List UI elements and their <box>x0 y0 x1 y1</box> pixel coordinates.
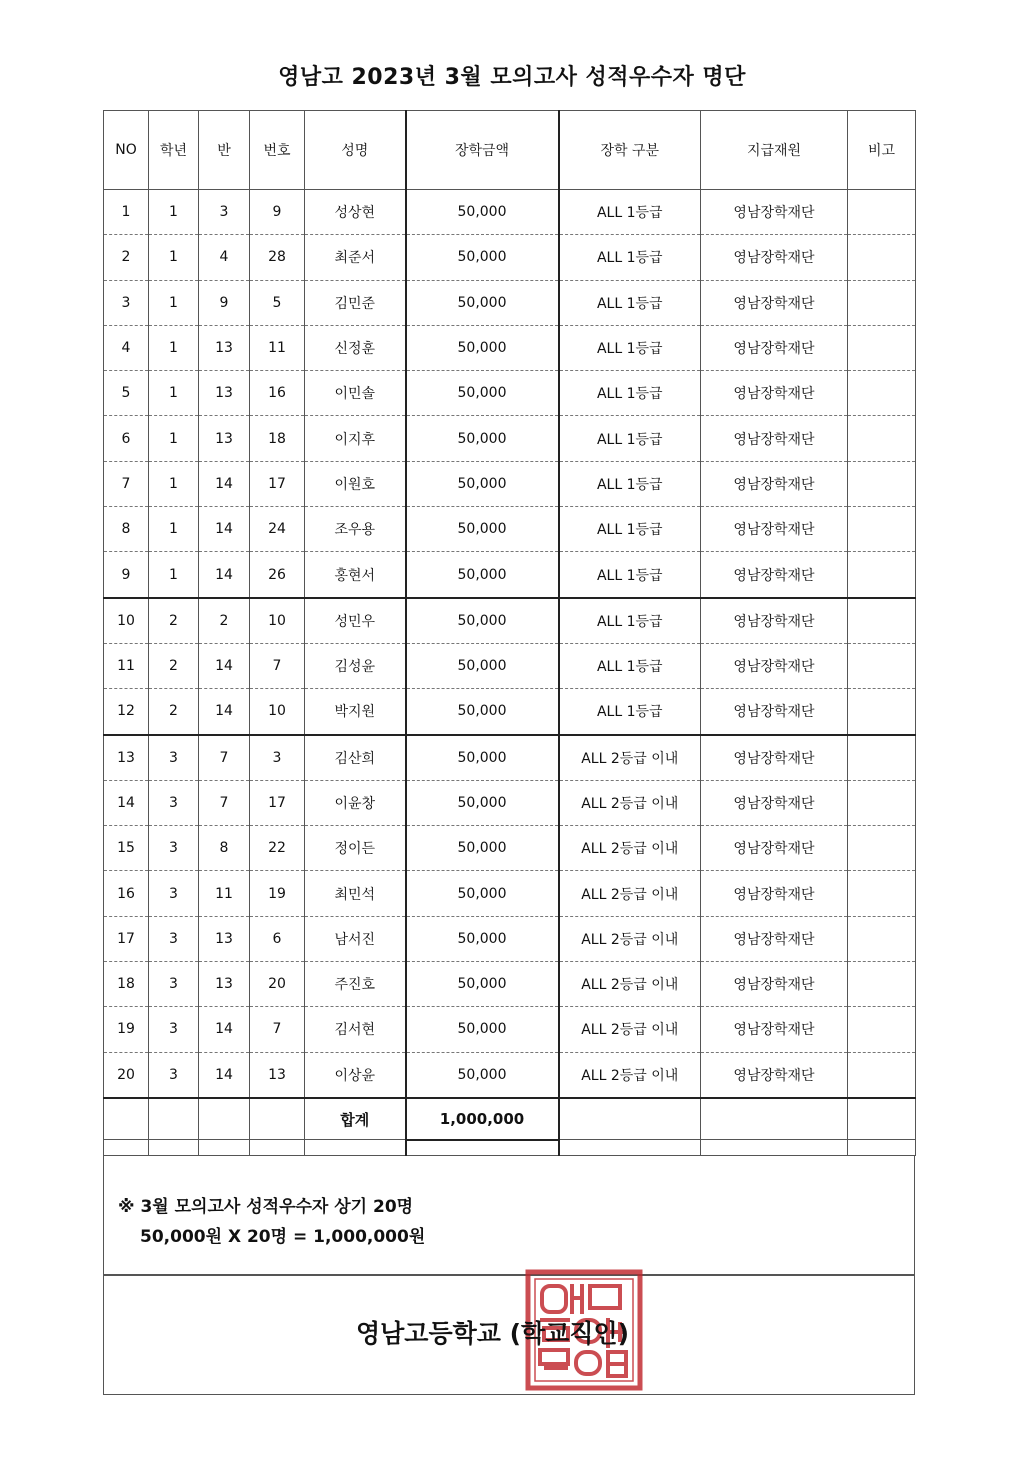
cell-remarks <box>848 325 916 370</box>
header-class: 반 <box>199 111 250 190</box>
cell-funding-source: 영남장학재단 <box>701 826 848 871</box>
cell-number: 3 <box>250 735 305 781</box>
cell-name: 정이든 <box>305 826 406 871</box>
summary-note-box <box>103 1156 915 1275</box>
header-no: NO <box>104 111 149 190</box>
cell-class: 7 <box>199 735 250 781</box>
cell-name: 주진호 <box>305 962 406 1007</box>
cell-name: 이상윤 <box>305 1052 406 1098</box>
cell-category: ALL 1등급 <box>559 643 701 688</box>
cell-amount: 50,000 <box>406 871 559 916</box>
cell-category: ALL 1등급 <box>559 507 701 552</box>
cell-remarks <box>848 280 916 325</box>
cell-grade: 3 <box>149 1007 199 1052</box>
cell-category: ALL 2등급 이내 <box>559 780 701 825</box>
cell-remarks <box>848 826 916 871</box>
total-empty-cell <box>701 1098 848 1140</box>
cell-funding-source: 영남장학재단 <box>701 190 848 235</box>
cell-amount: 50,000 <box>406 235 559 280</box>
cell-amount: 50,000 <box>406 780 559 825</box>
cell-number: 17 <box>250 780 305 825</box>
total-empty-cell <box>250 1098 305 1140</box>
cell-category: ALL 2등급 이내 <box>559 1007 701 1052</box>
cell-funding-source: 영남장학재단 <box>701 371 848 416</box>
cell-funding-source: 영남장학재단 <box>701 1052 848 1098</box>
table-row <box>104 552 916 598</box>
cell-class: 13 <box>199 416 250 461</box>
cell-grade: 3 <box>149 916 199 961</box>
cell-funding-source: 영남장학재단 <box>701 598 848 644</box>
cell-no: 18 <box>104 962 149 1007</box>
cell-remarks <box>848 916 916 961</box>
table-row <box>104 871 916 916</box>
cell-grade: 3 <box>149 780 199 825</box>
cell-number: 10 <box>250 598 305 644</box>
cell-name: 박지원 <box>305 689 406 735</box>
table-row <box>104 1007 916 1052</box>
cell-funding-source: 영남장학재단 <box>701 235 848 280</box>
cell-amount: 50,000 <box>406 1052 559 1098</box>
cell-amount: 50,000 <box>406 461 559 506</box>
cell-number: 7 <box>250 643 305 688</box>
table-row <box>104 643 916 688</box>
cell-remarks <box>848 1007 916 1052</box>
cell-category: ALL 2등급 이내 <box>559 735 701 781</box>
cell-class: 14 <box>199 643 250 688</box>
total-empty-cell <box>104 1098 149 1140</box>
cell-amount: 50,000 <box>406 371 559 416</box>
cell-category: ALL 1등급 <box>559 552 701 598</box>
cell-category: ALL 2등급 이내 <box>559 871 701 916</box>
cell-remarks <box>848 689 916 735</box>
table-row <box>104 371 916 416</box>
cell-remarks <box>848 235 916 280</box>
cell-no: 3 <box>104 280 149 325</box>
cell-grade: 1 <box>149 190 199 235</box>
cell-no: 4 <box>104 325 149 370</box>
cell-remarks <box>848 371 916 416</box>
cell-amount: 50,000 <box>406 826 559 871</box>
cell-funding-source: 영남장학재단 <box>701 962 848 1007</box>
cell-name: 최민석 <box>305 871 406 916</box>
cell-category: ALL 1등급 <box>559 416 701 461</box>
cell-grade: 2 <box>149 689 199 735</box>
cell-number: 19 <box>250 871 305 916</box>
cell-grade: 3 <box>149 826 199 871</box>
cell-funding-source: 영남장학재단 <box>701 871 848 916</box>
cell-class: 13 <box>199 371 250 416</box>
cell-number: 20 <box>250 962 305 1007</box>
cell-amount: 50,000 <box>406 552 559 598</box>
cell-remarks <box>848 190 916 235</box>
cell-class: 14 <box>199 552 250 598</box>
cell-no: 19 <box>104 1007 149 1052</box>
cell-no: 11 <box>104 643 149 688</box>
cell-name: 이원호 <box>305 461 406 506</box>
cell-number: 6 <box>250 916 305 961</box>
cell-number: 22 <box>250 826 305 871</box>
cell-remarks <box>848 643 916 688</box>
cell-grade: 3 <box>149 962 199 1007</box>
table-row <box>104 280 916 325</box>
cell-no: 8 <box>104 507 149 552</box>
summary-note-line1: ※ 3월 모의고사 성적우수자 상기 20명 <box>118 1196 414 1217</box>
cell-no: 20 <box>104 1052 149 1098</box>
cell-remarks <box>848 1052 916 1098</box>
cell-number: 10 <box>250 689 305 735</box>
table-header-row <box>104 111 916 190</box>
school-signature-text: 영남고등학교 (학교직인) <box>356 1318 630 1348</box>
cell-name: 이민솔 <box>305 371 406 416</box>
cell-amount: 50,000 <box>406 507 559 552</box>
cell-grade: 1 <box>149 325 199 370</box>
total-empty-cell <box>149 1098 199 1140</box>
cell-grade: 1 <box>149 416 199 461</box>
cell-remarks <box>848 416 916 461</box>
cell-no: 15 <box>104 826 149 871</box>
header-number: 번호 <box>250 111 305 190</box>
cell-number: 9 <box>250 190 305 235</box>
cell-name: 조우용 <box>305 507 406 552</box>
cell-no: 10 <box>104 598 149 644</box>
cell-class: 11 <box>199 871 250 916</box>
cell-grade: 1 <box>149 552 199 598</box>
cell-no: 17 <box>104 916 149 961</box>
table-body <box>104 190 916 1098</box>
cell-amount: 50,000 <box>406 962 559 1007</box>
cell-name: 이윤창 <box>305 780 406 825</box>
cell-remarks <box>848 962 916 1007</box>
table-row <box>104 826 916 871</box>
cell-remarks <box>848 871 916 916</box>
table-row <box>104 325 916 370</box>
cell-no: 7 <box>104 461 149 506</box>
header-name: 성명 <box>305 111 406 190</box>
cell-grade: 2 <box>149 643 199 688</box>
cell-number: 17 <box>250 461 305 506</box>
cell-class: 7 <box>199 780 250 825</box>
cell-category: ALL 2등급 이내 <box>559 962 701 1007</box>
cell-grade: 1 <box>149 235 199 280</box>
cell-category: ALL 1등급 <box>559 280 701 325</box>
cell-category: ALL 1등급 <box>559 461 701 506</box>
table-row <box>104 598 916 644</box>
cell-funding-source: 영남장학재단 <box>701 280 848 325</box>
cell-class: 13 <box>199 962 250 1007</box>
cell-amount: 50,000 <box>406 325 559 370</box>
table-row <box>104 461 916 506</box>
cell-grade: 1 <box>149 280 199 325</box>
document-title: 영남고 2023년 3월 모의고사 성적우수자 명단 <box>278 65 746 90</box>
cell-no: 1 <box>104 190 149 235</box>
total-empty-cell <box>199 1098 250 1140</box>
cell-number: 5 <box>250 280 305 325</box>
cell-class: 13 <box>199 325 250 370</box>
cell-no: 2 <box>104 235 149 280</box>
cell-class: 4 <box>199 235 250 280</box>
cell-funding-source: 영남장학재단 <box>701 735 848 781</box>
cell-class: 3 <box>199 190 250 235</box>
cell-class: 14 <box>199 1007 250 1052</box>
cell-category: ALL 1등급 <box>559 235 701 280</box>
cell-funding-source: 영남장학재단 <box>701 643 848 688</box>
cell-number: 7 <box>250 1007 305 1052</box>
table-row <box>104 1052 916 1098</box>
cell-category: ALL 1등급 <box>559 371 701 416</box>
scholarship-table <box>103 110 916 1156</box>
total-amount: 1,000,000 <box>406 1098 559 1140</box>
cell-remarks <box>848 780 916 825</box>
cell-amount: 50,000 <box>406 643 559 688</box>
cell-no: 14 <box>104 780 149 825</box>
total-empty-cell <box>848 1098 916 1140</box>
cell-amount: 50,000 <box>406 598 559 644</box>
cell-no: 13 <box>104 735 149 781</box>
table-row <box>104 916 916 961</box>
cell-no: 16 <box>104 871 149 916</box>
total-row <box>104 1098 916 1140</box>
table-row <box>104 416 916 461</box>
cell-no: 12 <box>104 689 149 735</box>
cell-class: 13 <box>199 916 250 961</box>
cell-no: 9 <box>104 552 149 598</box>
cell-amount: 50,000 <box>406 689 559 735</box>
cell-name: 김서현 <box>305 1007 406 1052</box>
spacer-row <box>104 1140 916 1156</box>
cell-name: 신정훈 <box>305 325 406 370</box>
cell-funding-source: 영남장학재단 <box>701 689 848 735</box>
cell-grade: 2 <box>149 598 199 644</box>
cell-number: 26 <box>250 552 305 598</box>
cell-amount: 50,000 <box>406 416 559 461</box>
cell-category: ALL 1등급 <box>559 689 701 735</box>
header-category: 장학 구분 <box>559 111 701 190</box>
cell-amount: 50,000 <box>406 1007 559 1052</box>
cell-name: 김민준 <box>305 280 406 325</box>
cell-funding-source: 영남장학재단 <box>701 1007 848 1052</box>
cell-remarks <box>848 552 916 598</box>
cell-remarks <box>848 507 916 552</box>
cell-category: ALL 2등급 이내 <box>559 916 701 961</box>
cell-remarks <box>848 461 916 506</box>
header-remarks: 비고 <box>848 111 916 190</box>
cell-number: 18 <box>250 416 305 461</box>
cell-funding-source: 영남장학재단 <box>701 325 848 370</box>
cell-name: 성민우 <box>305 598 406 644</box>
cell-amount: 50,000 <box>406 280 559 325</box>
cell-name: 이지후 <box>305 416 406 461</box>
cell-category: ALL 2등급 이내 <box>559 1052 701 1098</box>
cell-no: 6 <box>104 416 149 461</box>
cell-name: 남서진 <box>305 916 406 961</box>
cell-name: 홍현서 <box>305 552 406 598</box>
cell-grade: 1 <box>149 507 199 552</box>
cell-name: 김성윤 <box>305 643 406 688</box>
cell-class: 14 <box>199 461 250 506</box>
cell-number: 13 <box>250 1052 305 1098</box>
cell-funding-source: 영남장학재단 <box>701 416 848 461</box>
cell-number: 11 <box>250 325 305 370</box>
cell-funding-source: 영남장학재단 <box>701 507 848 552</box>
table-row <box>104 962 916 1007</box>
summary-note-line2: 50,000원 X 20명 = 1,000,000원 <box>140 1226 426 1247</box>
cell-grade: 3 <box>149 1052 199 1098</box>
cell-funding-source: 영남장학재단 <box>701 916 848 961</box>
cell-category: ALL 1등급 <box>559 190 701 235</box>
cell-name: 성상현 <box>305 190 406 235</box>
cell-grade: 3 <box>149 735 199 781</box>
total-label: 합계 <box>305 1098 406 1140</box>
header-amount: 장학금액 <box>406 111 559 190</box>
header-funding-source: 지급재원 <box>701 111 848 190</box>
cell-remarks <box>848 735 916 781</box>
total-empty-cell <box>559 1098 701 1140</box>
cell-remarks <box>848 598 916 644</box>
cell-category: ALL 1등급 <box>559 598 701 644</box>
cell-number: 28 <box>250 235 305 280</box>
table-row <box>104 507 916 552</box>
header-grade: 학년 <box>149 111 199 190</box>
cell-amount: 50,000 <box>406 916 559 961</box>
cell-funding-source: 영남장학재단 <box>701 780 848 825</box>
cell-number: 16 <box>250 371 305 416</box>
cell-amount: 50,000 <box>406 190 559 235</box>
cell-name: 최준서 <box>305 235 406 280</box>
cell-grade: 1 <box>149 371 199 416</box>
scholarship-table-container <box>103 110 915 1395</box>
cell-class: 14 <box>199 1052 250 1098</box>
cell-amount: 50,000 <box>406 735 559 781</box>
cell-number: 24 <box>250 507 305 552</box>
cell-category: ALL 1등급 <box>559 325 701 370</box>
cell-class: 14 <box>199 689 250 735</box>
cell-grade: 1 <box>149 461 199 506</box>
cell-funding-source: 영남장학재단 <box>701 552 848 598</box>
cell-category: ALL 2등급 이내 <box>559 826 701 871</box>
cell-grade: 3 <box>149 871 199 916</box>
table-row <box>104 735 916 781</box>
table-row <box>104 235 916 280</box>
cell-funding-source: 영남장학재단 <box>701 461 848 506</box>
cell-class: 2 <box>199 598 250 644</box>
signature-box <box>103 1275 915 1395</box>
table-row <box>104 780 916 825</box>
cell-name: 김산희 <box>305 735 406 781</box>
cell-no: 5 <box>104 371 149 416</box>
cell-class: 14 <box>199 507 250 552</box>
table-row <box>104 190 916 235</box>
cell-class: 8 <box>199 826 250 871</box>
cell-class: 9 <box>199 280 250 325</box>
table-row <box>104 689 916 735</box>
